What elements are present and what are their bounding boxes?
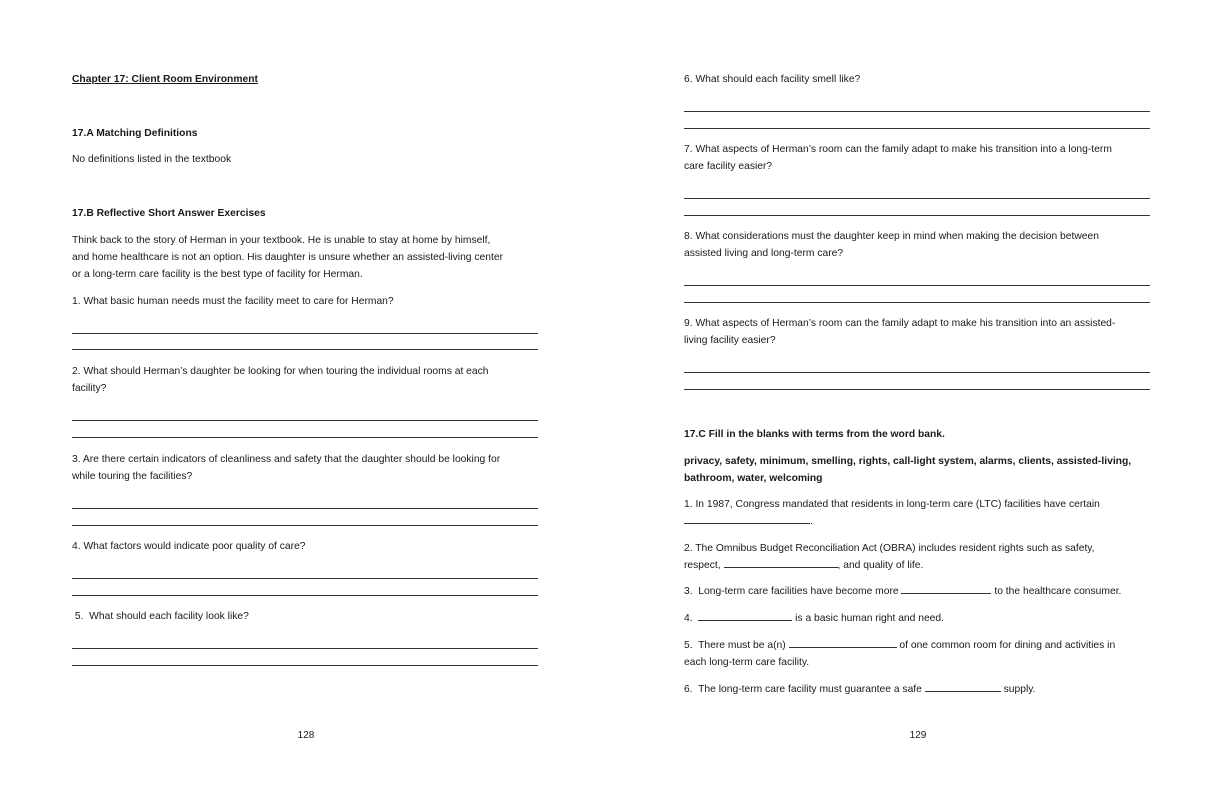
section-b-intro-line: and home healthcare is not an option. His daughter is unsure whether an assisted-living center (72, 252, 504, 263)
fill-item-6-start: 6. The long-term care facility must guarantee a safe (684, 684, 925, 695)
answer-line[interactable] (684, 302, 1150, 303)
fill-item-6 (684, 681, 1150, 698)
answer-line[interactable] (72, 595, 538, 596)
right-page (612, 0, 1224, 792)
section-b-intro-line: Think back to the story of Herman in your textbook. He is unable to stay at home by himself, (72, 235, 491, 246)
fill-item-2-start: respect, (684, 560, 724, 571)
chapter-title: Chapter 17: Client Room Environment (72, 74, 258, 85)
page-number: 128 (297, 730, 315, 741)
fill-item-1-cont (684, 513, 1150, 530)
fill-item-3-start: 3. Long-term care facilities have become more (684, 586, 902, 597)
fill-blank[interactable] (684, 513, 810, 524)
fill-item-5-cont: each long-term care facility. (684, 657, 810, 668)
section-b-intro-line: or a long-term care facility is the best type of facility for Herman. (72, 269, 363, 280)
answer-line[interactable] (72, 333, 538, 334)
answer-line[interactable] (684, 111, 1150, 112)
fill-item-1-end: . (810, 516, 813, 527)
answer-line[interactable] (684, 128, 1150, 129)
fill-item-5 (684, 637, 1150, 654)
answer-line[interactable] (684, 389, 1150, 390)
fill-item-3 (684, 583, 1150, 600)
answer-line[interactable] (72, 525, 538, 526)
question-5: 5. What should each facility look like? (72, 611, 249, 622)
answer-line[interactable] (684, 285, 1150, 286)
question-7: 7. What aspects of Herman’s room can the family adapt to make his transition into a long-term (684, 144, 1112, 155)
fill-item-2: 2. The Omnibus Budget Reconciliation Act (OBRA) includes resident rights such as safety, (684, 543, 1095, 554)
question-2-cont: facility? (72, 383, 107, 394)
fill-item-6-end: supply. (1000, 684, 1036, 695)
answer-line[interactable] (72, 420, 538, 421)
fill-item-2-end: , and quality of life. (837, 560, 924, 571)
question-3-cont: while touring the facilities? (72, 471, 193, 482)
answer-line[interactable] (684, 198, 1150, 199)
section-a-note: No definitions listed in the textbook (72, 154, 232, 165)
question-9: 9. What aspects of Herman’s room can the family adapt to make his transition into an assisted- (684, 318, 1116, 329)
answer-line[interactable] (684, 215, 1150, 216)
question-2: 2. What should Herman’s daughter be looking for when touring the individual rooms at each (72, 366, 489, 377)
fill-item-3-end: to the healthcare consumer. (991, 586, 1122, 597)
fill-blank[interactable] (724, 557, 838, 568)
answer-line[interactable] (72, 578, 538, 579)
question-3: 3. Are there certain indicators of cleanliness and safety that the daughter should be looking for (72, 454, 501, 465)
section-b-heading: 17.B Reflective Short Answer Exercises (72, 208, 266, 219)
fill-blank[interactable] (698, 610, 792, 621)
answer-line[interactable] (72, 437, 538, 438)
fill-blank[interactable] (925, 681, 1001, 692)
fill-item-5-end: of one common room for dining and activities in (896, 640, 1116, 651)
question-6: 6. What should each facility smell like? (684, 74, 861, 85)
question-7-cont: care facility easier? (684, 161, 773, 172)
word-bank-line: bathroom, water, welcoming (684, 473, 823, 484)
question-1: 1. What basic human needs must the facility meet to care for Herman? (72, 296, 394, 307)
question-9-cont: living facility easier? (684, 335, 776, 346)
fill-item-4-start: 4. (684, 613, 699, 624)
fill-blank[interactable] (789, 637, 897, 648)
fill-item-4 (684, 610, 1150, 627)
answer-line[interactable] (72, 349, 538, 350)
answer-line[interactable] (72, 665, 538, 666)
fill-item-1: 1. In 1987, Congress mandated that residents in long-term care (LTC) facilities have certain (684, 499, 1100, 510)
fill-item-5-start: 5. There must be a(n) (684, 640, 789, 651)
fill-blank[interactable] (901, 583, 991, 594)
page-number: 129 (909, 730, 927, 741)
section-c-heading: 17.C Fill in the blanks with terms from the word bank. (684, 429, 945, 440)
fill-item-4-end: is a basic human right and need. (792, 613, 945, 624)
section-a-heading: 17.A Matching Definitions (72, 128, 198, 139)
answer-line[interactable] (72, 648, 538, 649)
question-8: 8. What considerations must the daughter keep in mind when making the decision between (684, 231, 1099, 242)
fill-item-2-cont (684, 557, 1150, 574)
word-bank-line: privacy, safety, minimum, smelling, rights, call-light system, alarms, clients, assisted-living, (684, 456, 1132, 467)
question-4: 4. What factors would indicate poor quality of care? (72, 541, 306, 552)
question-8-cont: assisted living and long-term care? (684, 248, 844, 259)
answer-line[interactable] (684, 372, 1150, 373)
answer-line[interactable] (72, 508, 538, 509)
